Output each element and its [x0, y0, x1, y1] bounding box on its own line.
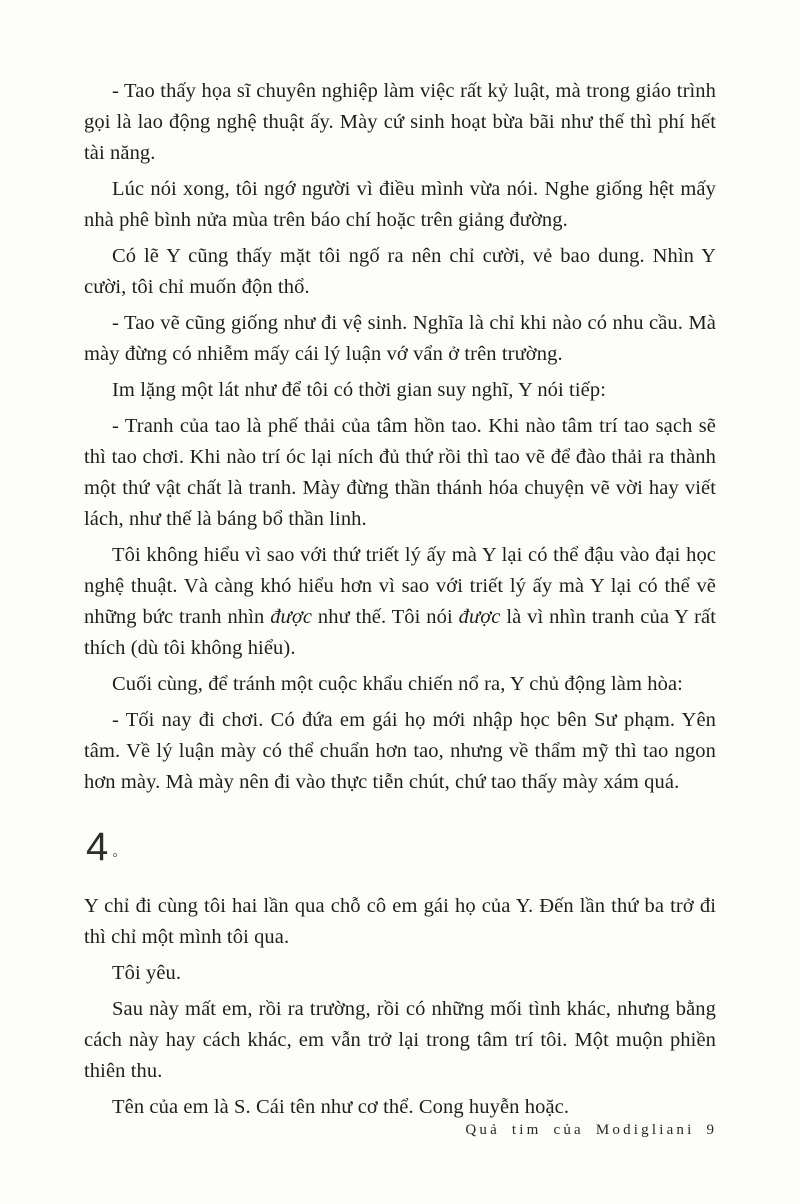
- paragraph: Lúc nói xong, tôi ngớ người vì điều mình vừa nói. Nghe giống hệt mấy nhà phê bình nửa mùa trên báo chí hoặc trên giảng đường.: [84, 178, 716, 231]
- paragraph: - Tao vẽ cũng giống như đi vệ sinh. Nghĩa là chỉ khi nào có nhu cầu. Mà mày đừng có nhiễm mấy cái lý luận vớ vẩn ở trên trường.: [84, 312, 716, 365]
- paragraph: Sau này mất em, rồi ra trường, rồi có những mối tình khác, nhưng bằng cách này hay cách khác, em vẫn trở lại trong tâm trí tôi. Một muộn phiền thiên thu.: [84, 998, 716, 1082]
- section-marker: ◦: [112, 847, 119, 864]
- page-text: [84, 76, 716, 1128]
- section-heading: [86, 824, 716, 879]
- paragraph-segment: như thế. Tôi nói: [312, 606, 459, 628]
- book-title: Quả tim của Modigliani: [465, 1122, 695, 1138]
- paragraph: - Tranh của tao là phế thải của tâm hồn tao. Khi nào tâm trí tao sạch sẽ thì tao chơi. Khi nào trí óc lại ních đủ thứ rồi thì tao vẽ để đào thải ra thành một thứ vật chất là tranh. Mày đừng thần thánh hóa chuyện vẽ vời hay viết lách, như thế là báng bổ thần linh.: [84, 415, 716, 530]
- paragraph-segment: Tôi không hiểu vì sao với thứ triết lý ấy mà Y lại có thể đậu vào đại học nghệ thuật. Và càng khó hiểu hơn vì sao với triết lý ấy mà Y lại có thể vẽ những bức tranh nhìn: [84, 544, 716, 628]
- paragraph: Y chỉ đi cùng tôi hai lần qua chỗ cô em gái họ của Y. Đến lần thứ ba trở đi thì chỉ một mình tôi qua.: [84, 895, 716, 948]
- paragraph: Cuối cùng, để tránh một cuộc khẩu chiến nổ ra, Y chủ động làm hòa:: [112, 673, 683, 695]
- paragraph: Có lẽ Y cũng thấy mặt tôi ngố ra nên chỉ cười, vẻ bao dung. Nhìn Y cười, tôi chỉ muốn độn thổ.: [84, 245, 716, 298]
- paragraph: Tôi yêu.: [112, 962, 182, 984]
- page-number: 9: [706, 1122, 714, 1138]
- section-number: 4: [86, 825, 110, 869]
- emphasis-word: được: [458, 606, 501, 628]
- paragraph: [84, 540, 716, 664]
- paragraph: Tên của em là S. Cái tên như cơ thể. Cong huyễn hoặc.: [112, 1096, 570, 1118]
- paragraph: - Tối nay đi chơi. Có đứa em gái họ mới nhập học bên Sư phạm. Yên tâm. Về lý luận mày có thể chuẩn hơn tao, nhưng về thẩm mỹ thì tao ngon hơn mày. Mà mày nên đi vào thực tiễn chút, chứ tao thấy mày xám quá.: [84, 709, 716, 793]
- emphasis-word: được: [270, 606, 313, 628]
- paragraph: Im lặng một lát như để tôi có thời gian suy nghĩ, Y nói tiếp:: [112, 379, 606, 401]
- paragraph: - Tao thấy họa sĩ chuyên nghiệp làm việc rất kỷ luật, mà trong giáo trình gọi là lao động nghệ thuật ấy. Mày cứ sinh hoạt bừa bãi như thế thì phí hết tài năng.: [84, 80, 716, 164]
- paragraph-segment: là vì nhìn tranh của Y rất thích (dù tôi không hiểu).: [84, 606, 717, 659]
- page-footer: [465, 1122, 714, 1139]
